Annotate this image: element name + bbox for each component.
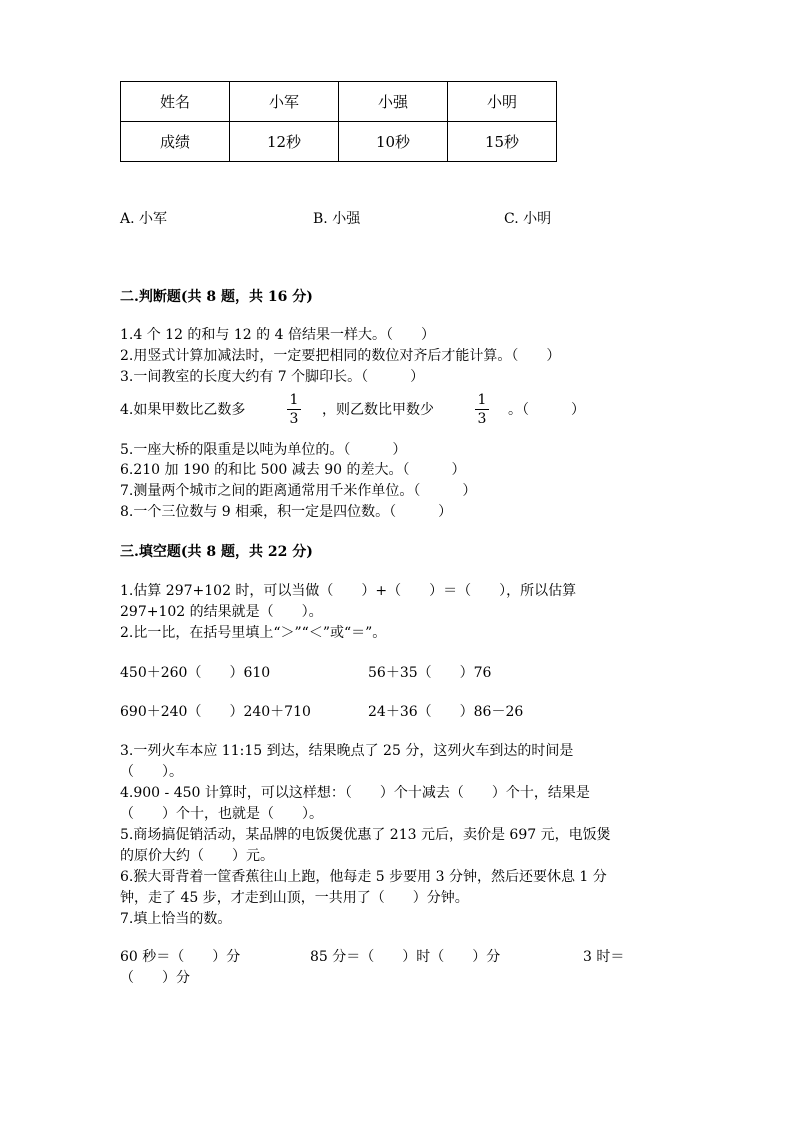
- fraction-numerator: 1: [289, 392, 299, 408]
- table-cell: 小军: [230, 82, 339, 122]
- compare-item: 24＋36（ ）86－26: [368, 704, 524, 720]
- table-row: [121, 82, 557, 122]
- score-table: [120, 81, 557, 162]
- table-cell: 小强: [339, 82, 448, 122]
- question-item: 3.一间教室的长度大约有 7 个脚印长。（ ）: [120, 369, 425, 385]
- option-a: A. 小军: [120, 211, 168, 227]
- fraction-denominator: 3: [289, 411, 299, 427]
- compare-item: 690＋240（ ）240＋710: [120, 704, 311, 720]
- question-line: （ ）个十，也就是（ ）。: [120, 806, 323, 822]
- fill-item: 60 秒＝（ ）分: [120, 949, 241, 965]
- question-line: 7.填上恰当的数。: [120, 911, 232, 927]
- question-line: 1.估算 297+102 时，可以当做（ ）+（ ）＝（ ），所以估算: [120, 583, 577, 599]
- fraction-bar: [287, 409, 301, 410]
- question-line: 2.比一比，在括号里填上“＞”“＜”或“＝”。: [120, 625, 387, 641]
- option-b: B. 小强: [313, 211, 361, 227]
- fraction-bar: [475, 409, 489, 410]
- question-item: 6.210 加 190 的和比 500 减去 90 的差大。（ ）: [120, 462, 466, 478]
- question-line: 297+102 的结果就是（ ）。: [120, 604, 323, 620]
- question-line: 3.一列火车本应 11:15 到达，结果晚点了 25 分，这列火车到达的时间是: [120, 743, 574, 759]
- table-row: [121, 122, 557, 162]
- question-item: 5.一座大桥的限重是以吨为单位的。（ ）: [120, 442, 407, 458]
- table-cell: 小明: [448, 82, 557, 122]
- question-line: （ ）。: [120, 764, 183, 780]
- question-item: 2.用竖式计算加减法时，一定要把相同的数位对齐后才能计算。（ ）: [120, 348, 561, 364]
- question-item-part: ，则乙数比甲数少: [322, 402, 434, 418]
- fill-item: （ ）分: [120, 970, 190, 986]
- question-line: 4.900 - 450 计算时，可以这样想：（ ）个十减去（ ）个十，结果是: [120, 785, 590, 801]
- section-title: 二.判断题(共 8 题，共 16 分): [120, 289, 313, 305]
- table-cell: 姓名: [121, 82, 230, 122]
- table-cell: 10秒: [339, 122, 448, 162]
- compare-item: 56＋35（ ）76: [368, 665, 492, 681]
- question-item: 1.4 个 12 的和与 12 的 4 倍结果一样大。（ ）: [120, 327, 435, 343]
- section-title: 三.填空题(共 8 题，共 22 分): [120, 544, 313, 560]
- question-line: 5.商场搞促销活动，某品牌的电饭煲优惠了 213 元后，卖价是 697 元，电饭煲: [120, 827, 611, 843]
- table-cell: 15秒: [448, 122, 557, 162]
- question-item: 4.如果甲数比乙数多: [120, 402, 246, 418]
- question-line: 钟，走了 45 步，才走到山顶，一共用了（ ）分钟。: [120, 890, 469, 906]
- question-line: 6.猴大哥背着一筐香蕉往山上跑，他每走 5 步要用 3 分钟，然后还要休息 1 分: [120, 869, 607, 885]
- fraction-numerator: 1: [477, 392, 487, 408]
- fill-item: 3 时＝: [583, 949, 625, 965]
- compare-item: 450＋260（ ）610: [120, 665, 271, 681]
- question-item: 8.一个三位数与 9 相乘，积一定是四位数。（ ）: [120, 504, 453, 520]
- question-item: 7.测量两个城市之间的距离通常用千米作单位。（ ）: [120, 483, 477, 499]
- table-cell: 12秒: [230, 122, 339, 162]
- fraction: [287, 392, 301, 427]
- question-item-part: 。（ ）: [508, 402, 585, 418]
- fill-item: 85 分＝（ ）时（ ）分: [310, 949, 501, 965]
- question-line: 的原价大约（ ）元。: [120, 848, 274, 864]
- table-cell: 成绩: [121, 122, 230, 162]
- fraction-denominator: 3: [477, 411, 487, 427]
- option-c: C. 小明: [504, 211, 552, 227]
- fraction: [475, 392, 489, 427]
